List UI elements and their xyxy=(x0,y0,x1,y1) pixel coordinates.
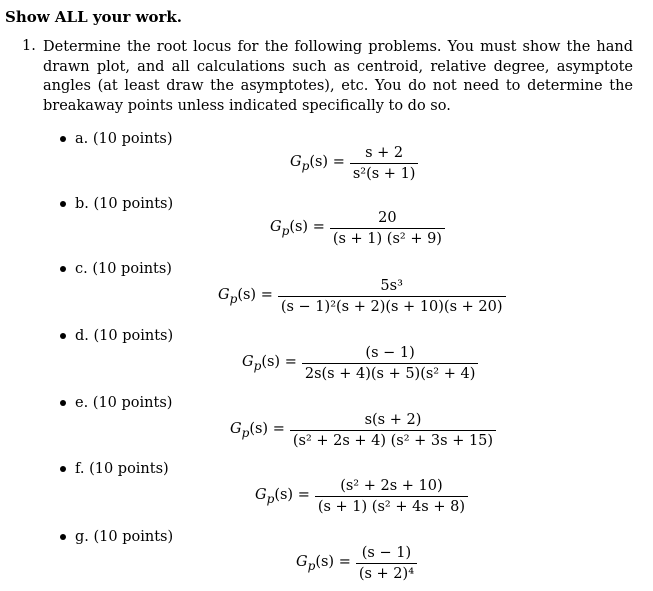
transfer-function-equation xyxy=(242,345,478,382)
transfer-function-equation xyxy=(296,545,417,582)
fraction xyxy=(330,210,445,247)
part-item xyxy=(60,196,173,212)
lhs-base: G xyxy=(290,154,302,171)
fraction xyxy=(278,278,506,315)
heading: Show ALL your work. xyxy=(5,8,183,26)
numerator: (s − 1) xyxy=(361,545,412,561)
bullet-icon xyxy=(60,201,66,207)
lhs-argument: (s) = xyxy=(261,354,297,371)
lhs-argument: (s) = xyxy=(309,154,345,171)
equation-lhs xyxy=(255,487,310,506)
equation-lhs xyxy=(290,154,345,173)
fraction xyxy=(290,412,496,449)
lhs-subscript: p xyxy=(241,425,250,440)
lhs-base: G xyxy=(218,287,230,304)
part-label: e. (10 points) xyxy=(75,395,173,411)
fraction xyxy=(350,145,419,182)
lhs-base: G xyxy=(270,219,282,236)
lhs-subscript: p xyxy=(281,223,290,238)
lhs-subscript: p xyxy=(266,491,275,506)
lhs-argument: (s) = xyxy=(249,421,285,438)
fraction xyxy=(302,345,479,382)
part-item xyxy=(60,131,173,147)
numerator: s + 2 xyxy=(365,145,404,161)
lhs-argument: (s) = xyxy=(289,219,325,236)
question-number: 1. xyxy=(22,38,36,54)
bullet-icon xyxy=(60,466,66,472)
denominator: s²(s + 1) xyxy=(350,163,419,182)
part-label: b. (10 points) xyxy=(75,196,174,212)
fraction xyxy=(356,545,417,582)
bullet-icon xyxy=(60,400,66,406)
denominator: (s + 2)⁴ xyxy=(356,563,417,582)
lhs-subscript: p xyxy=(229,291,238,306)
lhs-base: G xyxy=(296,554,308,571)
lhs-base: G xyxy=(242,354,254,371)
equation-lhs xyxy=(218,287,273,306)
transfer-function-equation xyxy=(290,145,418,182)
numerator: s(s + 2) xyxy=(364,412,422,428)
part-item xyxy=(60,261,172,277)
lhs-argument: (s) = xyxy=(315,554,351,571)
bullet-icon xyxy=(60,534,66,540)
denominator: 2s(s + 4)(s + 5)(s² + 4) xyxy=(302,363,479,382)
bullet-icon xyxy=(60,136,66,142)
part-item xyxy=(60,461,169,477)
lhs-argument: (s) = xyxy=(237,287,273,304)
part-label: c. (10 points) xyxy=(75,261,172,277)
transfer-function-equation xyxy=(270,210,445,247)
transfer-function-equation xyxy=(230,412,496,449)
lhs-base: G xyxy=(230,421,242,438)
denominator: (s² + 2s + 4) (s² + 3s + 15) xyxy=(290,430,496,449)
equation-lhs xyxy=(270,219,325,238)
lhs-base: G xyxy=(255,487,267,504)
part-item xyxy=(60,395,172,411)
denominator: (s − 1)²(s + 2)(s + 10)(s + 20) xyxy=(278,296,506,315)
lhs-argument: (s) = xyxy=(274,487,310,504)
equation-lhs xyxy=(296,554,351,573)
part-label: g. (10 points) xyxy=(75,529,174,545)
lhs-subscript: p xyxy=(301,158,310,173)
part-item xyxy=(60,529,173,545)
fraction xyxy=(315,478,468,515)
lhs-subscript: p xyxy=(253,358,262,373)
lhs-subscript: p xyxy=(307,558,316,573)
part-label: f. (10 points) xyxy=(75,461,169,477)
part-label: a. (10 points) xyxy=(75,131,173,147)
equation-lhs xyxy=(230,421,285,440)
numerator: 5s³ xyxy=(380,278,403,294)
part-label: d. (10 points) xyxy=(75,328,174,344)
denominator: (s + 1) (s² + 9) xyxy=(330,228,445,247)
equation-lhs xyxy=(242,354,297,373)
denominator: (s + 1) (s² + 4s + 8) xyxy=(315,496,468,515)
numerator: (s − 1) xyxy=(365,345,415,361)
part-item xyxy=(60,328,173,344)
bullet-icon xyxy=(60,333,66,339)
bullet-icon xyxy=(60,266,66,272)
transfer-function-equation xyxy=(218,278,506,315)
numerator: 20 xyxy=(378,210,397,226)
numerator: (s² + 2s + 10) xyxy=(340,478,443,494)
question-text: Determine the root locus for the following problems. You must show the hand drawn plot, and all calculations such as centroid, relative degree, asymptote angles (at least draw the asymptotes), etc. You do not need to determine the breakaway points unless indicated specifically to do so. xyxy=(43,39,633,114)
transfer-function-equation xyxy=(255,478,468,515)
